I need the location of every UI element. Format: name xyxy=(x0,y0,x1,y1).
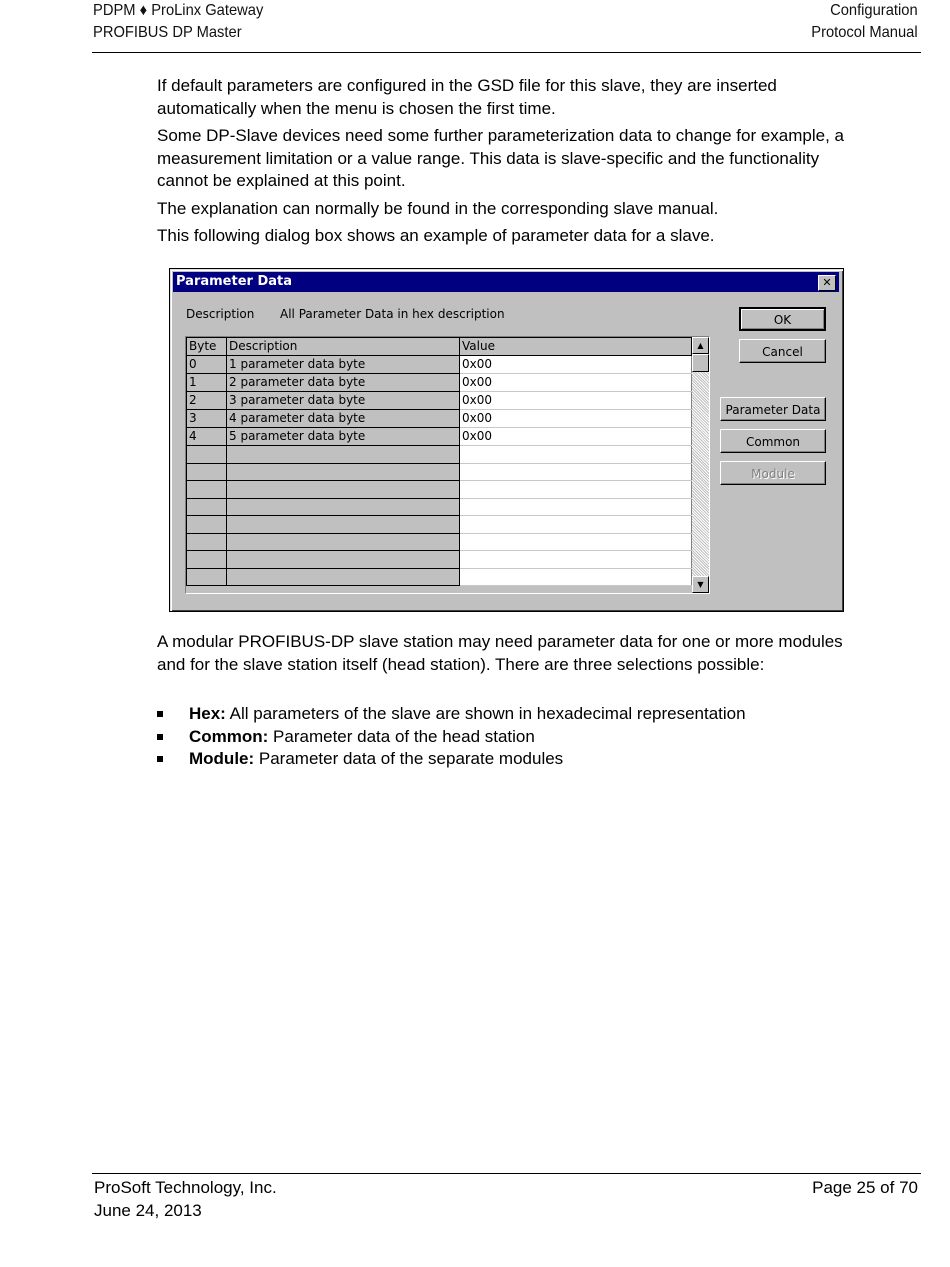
description-cell xyxy=(227,463,460,481)
parameter-table xyxy=(186,337,692,586)
table-row[interactable] xyxy=(187,551,692,569)
list-item xyxy=(157,726,877,749)
scroll-up-icon[interactable]: ▲ xyxy=(692,337,709,354)
list-text: Parameter data of the head station xyxy=(268,726,535,746)
table-row[interactable] xyxy=(187,463,692,481)
vertical-scrollbar[interactable] xyxy=(692,337,709,593)
table-row[interactable] xyxy=(187,533,692,551)
value-cell[interactable] xyxy=(460,498,692,516)
paragraph: Some DP-Slave devices need some further parameterization data to change for example, a measurement limitation or a value range. This data is slave-specific and the functionality cannot be explained at this point. xyxy=(157,126,844,190)
bullet-icon xyxy=(157,756,163,762)
description-cell: 4 parameter data byte xyxy=(227,410,460,428)
value-cell[interactable] xyxy=(460,533,692,551)
dialog-titlebar xyxy=(173,272,839,292)
table-row[interactable] xyxy=(187,410,692,428)
column-header-value: Value xyxy=(460,338,692,356)
parameter-data-button[interactable]: Parameter Data xyxy=(720,397,826,421)
byte-cell xyxy=(187,551,227,569)
paragraph: This following dialog box shows an example of parameter data for a slave. xyxy=(157,226,715,245)
intro-text xyxy=(157,75,857,253)
value-cell[interactable]: 0x00 xyxy=(460,356,692,374)
footer-date: June 24, 2013 xyxy=(94,1201,202,1220)
table-row[interactable] xyxy=(187,481,692,499)
list-item xyxy=(157,703,877,726)
byte-cell xyxy=(187,446,227,464)
description-cell: 2 parameter data byte xyxy=(227,374,460,392)
chapter-name: Configuration xyxy=(830,2,918,19)
table-header-row xyxy=(187,338,692,356)
parameter-grid[interactable] xyxy=(185,336,710,594)
bullet-icon xyxy=(157,711,163,717)
byte-cell xyxy=(187,498,227,516)
byte-cell xyxy=(187,516,227,534)
selection-list xyxy=(157,703,877,771)
footer-page-number: Page 25 of 70 xyxy=(812,1178,918,1197)
byte-cell xyxy=(187,533,227,551)
value-cell[interactable] xyxy=(460,463,692,481)
description-label: Description xyxy=(186,307,255,321)
description-cell xyxy=(227,498,460,516)
header-rule xyxy=(92,52,921,53)
parameter-data-dialog xyxy=(169,268,844,612)
list-term: Module: xyxy=(189,749,255,768)
byte-cell: 1 xyxy=(187,374,227,392)
selection-text xyxy=(157,631,857,681)
table-row[interactable] xyxy=(187,516,692,534)
description-cell: 1 parameter data byte xyxy=(227,356,460,374)
value-cell[interactable] xyxy=(460,568,692,586)
value-cell[interactable] xyxy=(460,551,692,569)
description-cell xyxy=(227,568,460,586)
list-item xyxy=(157,748,877,771)
common-button[interactable]: Common xyxy=(720,429,826,453)
footer-rule xyxy=(92,1173,921,1174)
footer-company: ProSoft Technology, Inc. xyxy=(94,1178,277,1197)
description-cell xyxy=(227,533,460,551)
byte-cell xyxy=(187,463,227,481)
table-row[interactable] xyxy=(187,356,692,374)
value-cell[interactable] xyxy=(460,481,692,499)
product-name: PDPM ♦ ProLinx Gateway xyxy=(93,2,264,19)
list-text: All parameters of the slave are shown in hexadecimal representation xyxy=(225,704,746,723)
description-cell xyxy=(227,481,460,499)
table-row[interactable] xyxy=(187,428,692,446)
table-row[interactable] xyxy=(187,374,692,392)
byte-cell: 4 xyxy=(187,428,227,446)
list-term: Common: xyxy=(189,726,269,746)
list-text: Parameter data of the separate modules xyxy=(254,749,564,768)
table-row[interactable] xyxy=(187,446,692,464)
description-cell xyxy=(227,516,460,534)
byte-cell xyxy=(187,568,227,586)
value-cell[interactable] xyxy=(460,516,692,534)
value-cell[interactable] xyxy=(460,446,692,464)
running-header-right xyxy=(812,0,918,44)
paragraph: If default parameters are configured in the GSD file for this slave, they are inserted automatically when the menu is chosen the first time. xyxy=(157,76,777,118)
description-cell: 5 parameter data byte xyxy=(227,428,460,446)
table-row[interactable] xyxy=(187,392,692,410)
description-cell xyxy=(227,446,460,464)
close-icon[interactable]: ✕ xyxy=(818,275,836,291)
dialog-title: Parameter Data xyxy=(176,274,293,289)
value-cell[interactable]: 0x00 xyxy=(460,410,692,428)
byte-cell: 0 xyxy=(187,356,227,374)
description-cell xyxy=(227,551,460,569)
paragraph: The explanation can normally be found in the corresponding slave manual. xyxy=(157,198,719,218)
value-cell[interactable]: 0x00 xyxy=(460,392,692,410)
byte-cell: 3 xyxy=(187,410,227,428)
running-header-left xyxy=(93,0,263,44)
paragraph: A modular PROFIBUS-DP slave station may need parameter data for one or more modules and for the slave station itself (head station). There are three selections possible: xyxy=(157,632,843,674)
list-term: Hex: xyxy=(189,704,226,723)
column-header-byte: Byte xyxy=(187,338,227,356)
scroll-thumb[interactable] xyxy=(692,354,709,372)
byte-cell: 2 xyxy=(187,392,227,410)
description-value: All Parameter Data in hex description xyxy=(280,307,505,321)
cancel-button[interactable]: Cancel xyxy=(739,339,826,363)
column-header-description: Description xyxy=(227,338,460,356)
manual-name: Protocol Manual xyxy=(811,24,918,41)
value-cell[interactable]: 0x00 xyxy=(460,374,692,392)
scroll-down-icon[interactable]: ▼ xyxy=(692,576,709,593)
product-subtitle: PROFIBUS DP Master xyxy=(93,24,242,41)
table-row[interactable] xyxy=(187,568,692,586)
byte-cell xyxy=(187,481,227,499)
module-button: Module xyxy=(720,461,826,485)
description-cell: 3 parameter data byte xyxy=(227,392,460,410)
table-row[interactable] xyxy=(187,498,692,516)
value-cell[interactable]: 0x00 xyxy=(460,428,692,446)
ok-button[interactable]: OK xyxy=(739,307,826,331)
bullet-icon xyxy=(157,734,163,740)
